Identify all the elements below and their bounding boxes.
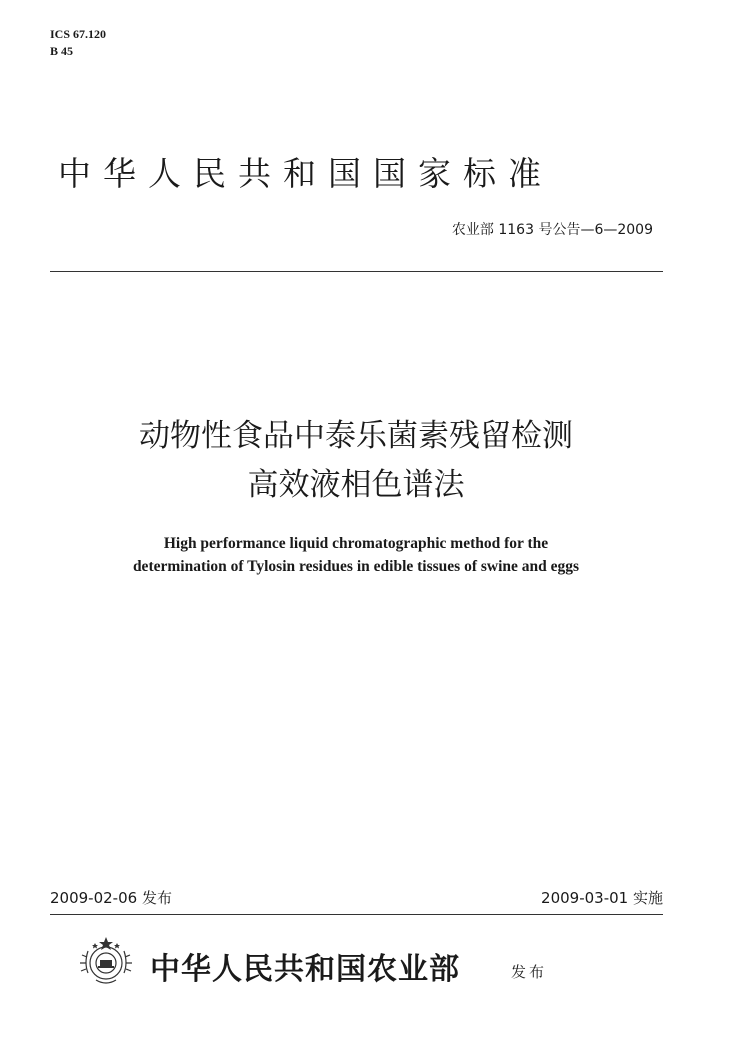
title-zh-line2: 高效液相色谱法 [247, 467, 465, 503]
title-en-line2: determination of Tylosin residues in edible tissues of swine and eggs [132, 558, 580, 575]
national-emblem-icon [76, 933, 136, 989]
issuer-action: 发布 [511, 963, 548, 981]
national-standard-heading: 中华人民共和国国家标准 [58, 154, 553, 193]
implement-date: 2009-03-01 实施 [541, 889, 663, 907]
ics-code: ICS 67.120 [50, 27, 107, 41]
issue-date: 2009-02-06 发布 [50, 889, 172, 907]
bottom-divider [50, 914, 663, 915]
title-en-line1: High performance liquid chromatographic method for the [163, 535, 549, 552]
ics-classification [50, 26, 106, 60]
ccs-code: B 45 [50, 44, 74, 58]
title-zh-line1: 动物性食品中泰乐菌素残留检测 [139, 418, 573, 454]
standard-code: 农业部 1163 号公告—6—2009 [451, 222, 653, 238]
issuer-name: 中华人民共和国农业部 [150, 952, 460, 987]
top-divider [50, 271, 663, 272]
